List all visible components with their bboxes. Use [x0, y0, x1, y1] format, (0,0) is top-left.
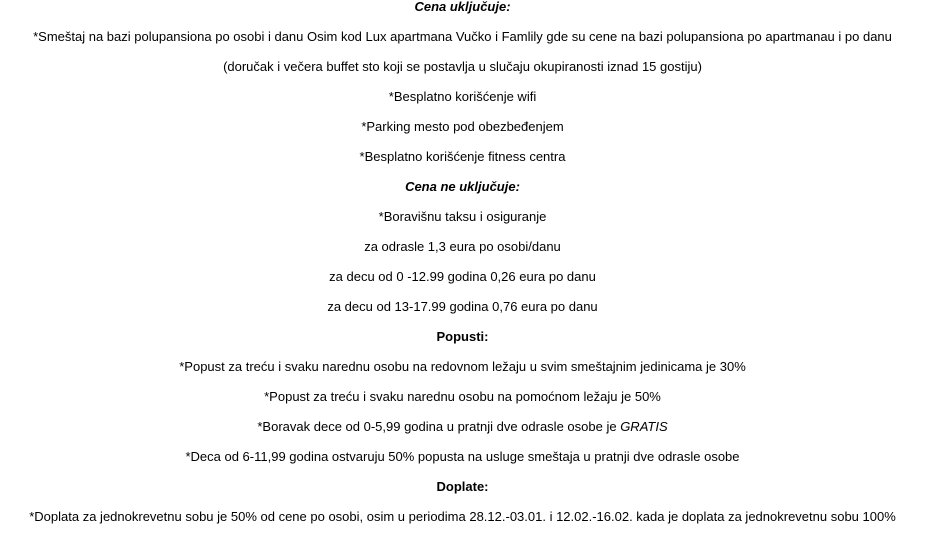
excluded-item-tax: *Boravišnu taksu i osiguranje: [378, 209, 547, 224]
surcharge-item-single-room: *Doplata za jednokrevetnu sobu je 50% od cene po osobi, osim u periodima 28.12.-03.01. i 12.02.-16.02. kada je doplata za jednokrevetnu sobu 100%: [29, 509, 896, 524]
included-heading: Cena uključuje:: [414, 0, 511, 14]
included-item-halfboard: *Smeštaj na bazi polupansiona po osobi i danu Osim kod Lux apartmana Vučko i Famlily gde su cene na bazi polupansiona po apartmanau i po danu: [33, 29, 892, 44]
discounts-heading: Popusti:: [436, 329, 489, 344]
included-item-parking: *Parking mesto pod obezbeđenjem: [361, 119, 564, 134]
discount-item-children-free: [0, 412, 925, 442]
excluded-heading: Cena ne uključuje:: [405, 179, 520, 194]
included-item-buffet-note: (doručak i večera buffet sto koji se postavlja u slučaju okupiranosti iznad 15 gostiju): [223, 59, 702, 74]
excluded-item-adults: za odrasle 1,3 eura po osobi/danu: [364, 239, 561, 254]
included-item-wifi: *Besplatno korišćenje wifi: [388, 89, 537, 104]
surcharges-heading: Doplate:: [436, 479, 489, 494]
included-item-fitness: *Besplatno korišćenje fitness centra: [359, 149, 566, 164]
discount-item-regular-bed: *Popust za treću i svaku narednu osobu na redovnom ležaju u svim smeštajnim jedinicama je 30%: [179, 359, 746, 374]
discount-item-children-6-11: *Deca od 6-11,99 godina ostvaruju 50% popusta na usluge smeštaja u pratnji dve odrasle osobe: [185, 449, 740, 464]
excluded-item-children-13-17: za decu od 13-17.99 godina 0,76 eura po danu: [327, 299, 598, 314]
discount-item-extra-bed: *Popust za treću i svaku narednu osobu na pomoćnom ležaju je 50%: [264, 389, 661, 404]
children-free-text: *Boravak dece od 0-5,99 godina u pratnji dve odrasle osobe je: [257, 419, 621, 434]
gratis-emphasis: GRATIS: [620, 419, 668, 434]
excluded-item-children-0-12: za decu od 0 -12.99 godina 0,26 eura po danu: [329, 269, 596, 284]
